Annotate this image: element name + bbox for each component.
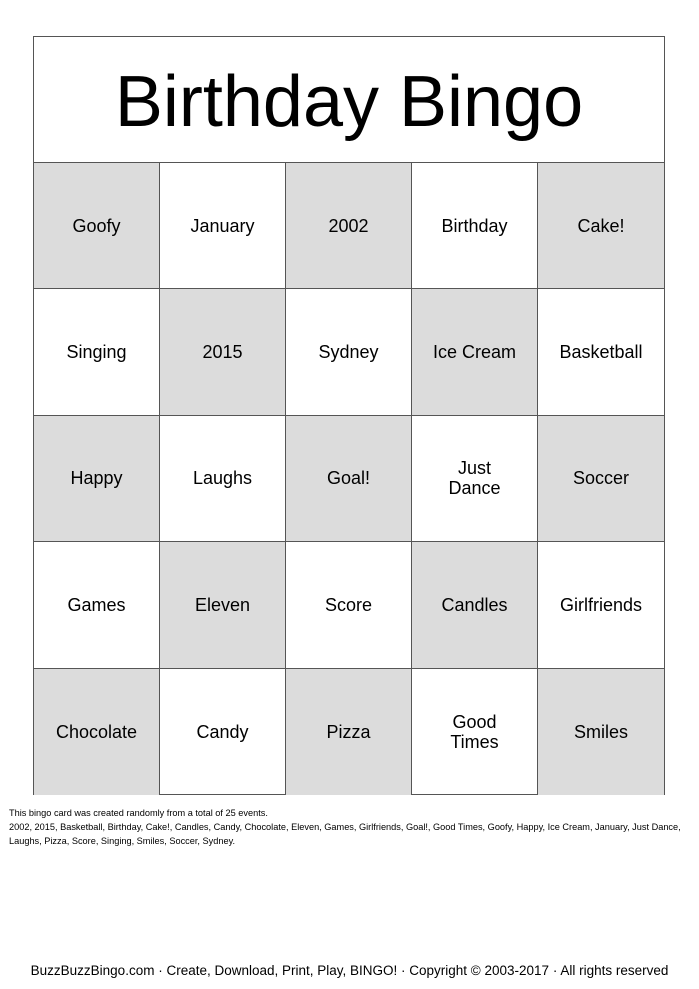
bingo-cell: Birthday — [412, 163, 538, 289]
bingo-cell: Basketball — [538, 289, 664, 415]
bingo-cell: Ice Cream — [412, 289, 538, 415]
card-info — [9, 806, 689, 848]
bingo-cell: 2002 — [286, 163, 412, 289]
bingo-cell: Good Times — [412, 669, 538, 795]
bingo-cell: Chocolate — [34, 669, 160, 795]
bingo-cell: Girlfriends — [538, 542, 664, 668]
bingo-cell: 2015 — [160, 289, 286, 415]
bingo-cell: Games — [34, 542, 160, 668]
bingo-cell: Happy — [34, 416, 160, 542]
bingo-cell: Goofy — [34, 163, 160, 289]
bingo-cell: Sydney — [286, 289, 412, 415]
bingo-cell: Singing — [34, 289, 160, 415]
bingo-cell: Soccer — [538, 416, 664, 542]
bingo-cell: Goal! — [286, 416, 412, 542]
bingo-cell: Smiles — [538, 669, 664, 795]
bingo-cell: Eleven — [160, 542, 286, 668]
bingo-cell: January — [160, 163, 286, 289]
info-event-list: 2002, 2015, Basketball, Birthday, Cake!, Candles, Candy, Chocolate, Eleven, Games, Girlfriends, Goal!, Good Times, Goofy, Happy, Ice Cream, January, Just Dance, Laughs, Pizza, Score, Singing, Smiles, Soccer, Sydney. — [9, 822, 681, 846]
info-summary: This bingo card was created randomly from a total of 25 events. — [9, 808, 268, 818]
bingo-cell: Score — [286, 542, 412, 668]
bingo-cell: Cake! — [538, 163, 664, 289]
footer-copyright: BuzzBuzzBingo.com · Create, Download, Print, Play, BINGO! · Copyright © 2003-2017 · All rights reserved — [30, 963, 669, 978]
bingo-cell: Candles — [412, 542, 538, 668]
bingo-cell: Laughs — [160, 416, 286, 542]
bingo-cell: Just Dance — [412, 416, 538, 542]
bingo-grid — [34, 163, 664, 795]
bingo-cell: Pizza — [286, 669, 412, 795]
bingo-cell: Candy — [160, 669, 286, 795]
bingo-card — [33, 36, 665, 795]
card-title: Birthday Bingo — [34, 37, 664, 163]
